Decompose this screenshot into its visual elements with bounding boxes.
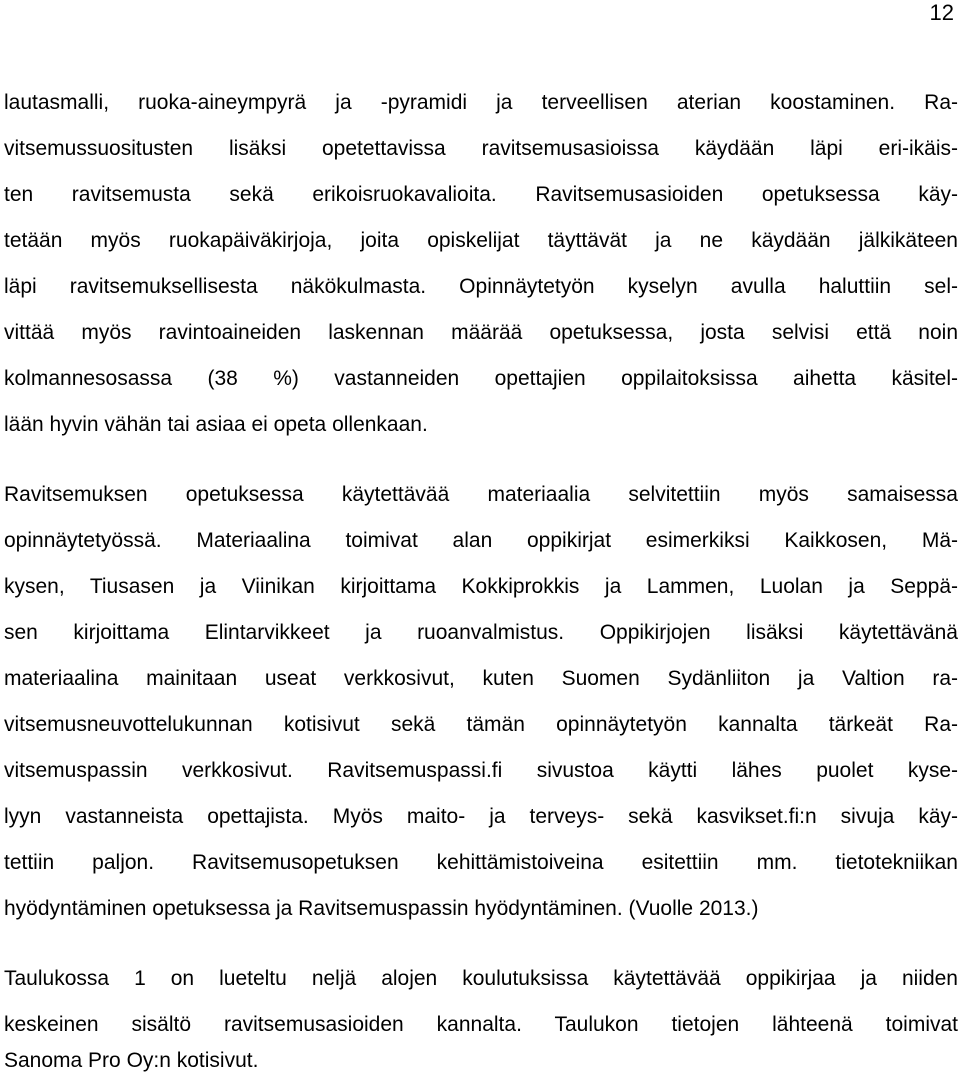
- text-line: lyyn vastanneista opettajista. Myös maito- ja terveys- sekä kasvikset.fi:n sivuja käy-: [4, 805, 958, 828]
- text-line: keskeinen sisältö ravitsemusasioiden kannalta. Taulukon tietojen lähteenä toimivat: [4, 1013, 958, 1036]
- text-line: tetään myös ruokapäiväkirjoja, joita opiskelijat täyttävät ja ne käydään jälkikäteen: [4, 229, 958, 252]
- text-line: tettiin paljon. Ravitsemusopetuksen kehittämistoiveina esitettiin mm. tietotekniikan: [4, 851, 958, 874]
- text-line: kysen, Tiusasen ja Viinikan kirjoittama Kokkiprokkis ja Lammen, Luolan ja Seppä-: [4, 575, 958, 598]
- text-line: Sanoma Pro Oy:n kotisivut.: [4, 1049, 259, 1072]
- text-line: Taulukossa 1 on lueteltu neljä alojen koulutuksissa käytettävää oppikirjaa ja niiden: [4, 967, 958, 990]
- text-line: materiaalina mainitaan useat verkkosivut, kuten Suomen Sydänliiton ja Valtion ra-: [4, 667, 958, 690]
- text-line: Ravitsemuksen opetuksessa käytettävää materiaalia selvitettiin myös samaisessa: [4, 483, 958, 506]
- text-line: vitsemusneuvottelukunnan kotisivut sekä tämän opinnäytetyön kannalta tärkeät Ra-: [4, 713, 958, 736]
- text-line: sen kirjoittama Elintarvikkeet ja ruoanvalmistus. Oppikirjojen lisäksi käytettävänä: [4, 621, 958, 644]
- text-line: opinnäytetyössä. Materiaalina toimivat alan oppikirjat esimerkiksi Kaikkosen, Mä-: [4, 529, 958, 552]
- text-line: lautasmalli, ruoka-aineympyrä ja -pyramidi ja terveellisen aterian koostaminen. Ra-: [4, 91, 958, 114]
- text-line: vitsemussuositusten lisäksi opetettavissa ravitsemusasioissa käydään läpi eri-ikäis-: [4, 137, 958, 160]
- text-line: läpi ravitsemuksellisesta näkökulmasta. Opinnäytetyön kyselyn avulla haluttiin sel-: [4, 275, 958, 298]
- page-number: 12: [929, 0, 954, 25]
- text-line: hyödyntäminen opetuksessa ja Ravitsemuspassin hyödyntäminen. (Vuolle 2013.): [4, 897, 759, 920]
- text-line: lään hyvin vähän tai asiaa ei opeta ollenkaan.: [4, 413, 428, 436]
- text-line: vitsemuspassin verkkosivut. Ravitsemuspassi.fi sivustoa käytti lähes puolet kyse-: [4, 759, 958, 782]
- text-line: kolmannesosassa (38 %) vastanneiden opettajien oppilaitoksissa aihetta käsitel-: [4, 367, 958, 390]
- text-line: ten ravitsemusta sekä erikoisruokavalioita. Ravitsemusasioiden opetuksessa käy-: [4, 183, 958, 206]
- text-line: vittää myös ravintoaineiden laskennan määrää opetuksessa, josta selvisi että noin: [4, 321, 958, 344]
